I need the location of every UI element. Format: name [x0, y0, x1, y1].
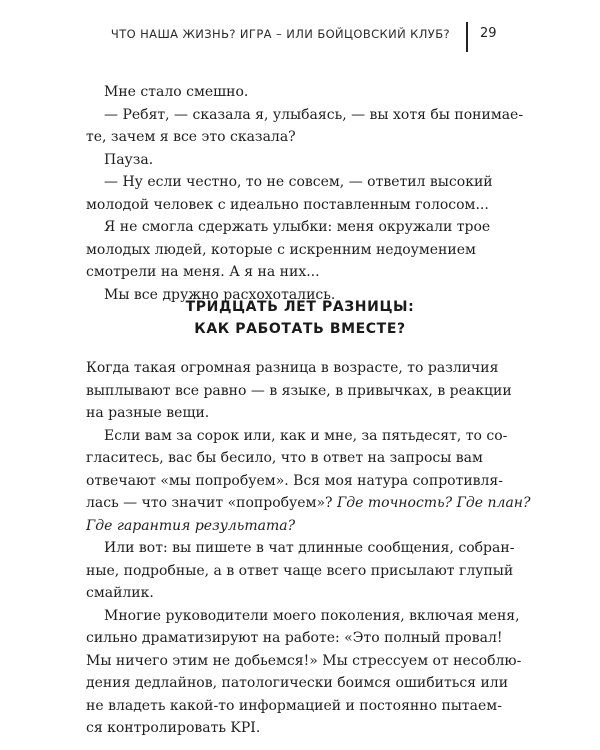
text-line: смотрели на меня. А я на них...	[86, 264, 320, 280]
text-line	[86, 515, 476, 538]
text-line: смайлик.	[86, 585, 154, 601]
text-line: Или вот: вы пишете в чат длинные сообщения, собран-	[104, 540, 515, 556]
text-line: те, зачем я все это сказала?	[86, 129, 296, 145]
text-line: — Ребят, — сказала я, улыбаясь, — вы хотя бы понимае-	[104, 106, 524, 123]
dialogue-section	[86, 81, 524, 306]
text-line: ные, подробные, а в ответ чаще всего присылают глупый	[86, 562, 514, 579]
text-line: дения дедлайнов, патологически боимся ошибиться или	[86, 675, 509, 691]
text-line: Если вам за сорок или, как и мне, за пятьдесят, то со-	[104, 427, 508, 444]
text-line: молодых людей, которые с искренним недоумением	[86, 241, 476, 258]
text-line-mixed	[86, 492, 531, 515]
text-line: — Ну если честно, то не совсем, — ответил высокий	[104, 174, 493, 190]
text-line: ся контролировать KPI.	[86, 720, 261, 736]
heading-line-1: ТРИДЦАТЬ ЛЕТ РАЗНИЦЫ:	[185, 299, 415, 315]
header-divider	[466, 22, 468, 52]
text-line: выплывают все равно — в языке, в привычках, в реакции	[86, 382, 512, 399]
text-line: отвечают «мы попробуем». Вся моя натура сопротивля-	[86, 472, 503, 489]
text-line: сильно драматизируют на работе: «Это полный провал!	[86, 630, 503, 646]
text-line: не владеть какой-то информацией и постоянно пытаем-	[86, 697, 502, 714]
text-line: Мне стало смешно.	[104, 84, 249, 100]
text-line: Мы ничего этим не добьемся!» Мы стрессуем от несоблю-	[86, 652, 522, 669]
body-section	[86, 357, 531, 740]
text-line: Когда такая огромная разница в возрасте, то различия	[86, 360, 499, 376]
page-number: 29	[480, 26, 497, 41]
text-line: на разные вещи.	[86, 405, 210, 421]
text-line: молодой человек с идеально поставленным голосом...	[86, 196, 489, 213]
text-line: Пауза.	[104, 151, 154, 168]
text-line: Я не смогла сдержать улыбки: меня окружали трое	[104, 219, 491, 235]
section-heading	[0, 296, 600, 340]
text-line: Многие руководители моего поколения, включая меня,	[104, 607, 520, 624]
running-header	[0, 18, 600, 50]
italic-text: Где точность? Где план?	[337, 495, 531, 511]
heading-line-2: КАК РАБОТАТЬ ВМЕСТЕ?	[194, 321, 406, 337]
text-line: гласитесь, вас бы бесило, что в ответ на запросы вам	[86, 450, 483, 466]
text-line: Мы все дружно расхохотались.	[104, 286, 336, 303]
running-title: ЧТО НАША ЖИЗНЬ? ИГРА – ИЛИ БОЙЦОВСКИЙ КЛУБ?	[110, 27, 450, 41]
italic-text: Где гарантия результата?	[86, 517, 296, 534]
plain-text: лась — что значит «попробуем»?	[86, 495, 337, 511]
